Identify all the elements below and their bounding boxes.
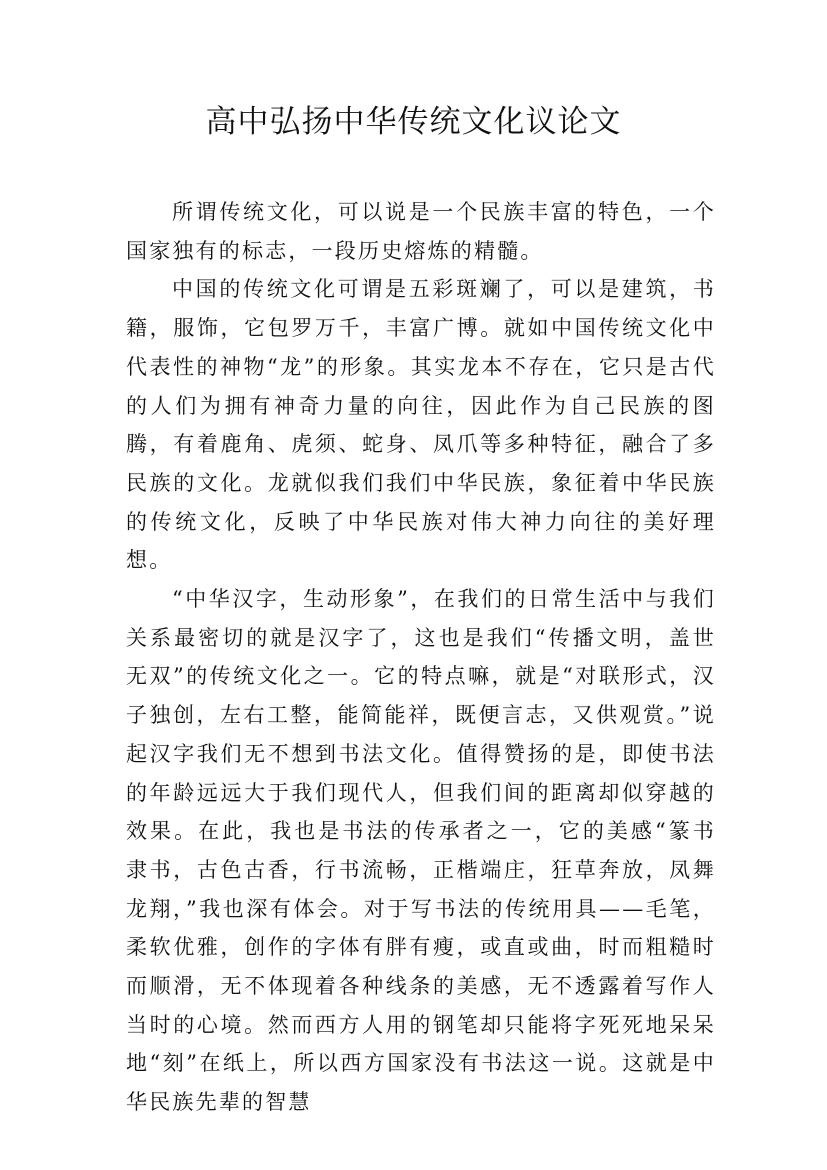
document-title: 高中弘扬中华传统文化议论文: [205, 104, 622, 140]
paragraph: “中华汉字，生动形象”，在我们的日常生活中与我们关系最密切的就是汉字了，这也是我们“传播文明，盖世无双”的传统文化之一。它的特点嘛，就是“对联形式，汉子独创，左右工整，能简能祥，既便言志，又供观赏。”说起汉字我们无不想到书法文化。值得赞扬的是，即使书法的年龄远远大于我们现代人，但我们间的距离却似穿越的效果。在此，我也是书法的传承者之一，它的美感“篆书隶书，古色古香，行书流畅，正楷端庄，狂草奔放，凤舞龙翔，”我也深有体会。对于写书法的传统用具——毛笔，柔软优雅，创作的字体有胖有瘦，或直或曲，时而粗糙时而顺滑，无不体现着各种线条的美感，无不透露着写作人当时的心境。然而西方人用的钢笔却只能将字死死地呆呆地“刻”在纸上，所以西方国家没有书法这一说。这就是中华民族先辈的智慧: [126, 587, 716, 1115]
paragraph: 所谓传统文化，可以说是一个民族丰富的特色，一个国家独有的标志，一段历史熔炼的精髓。: [126, 200, 716, 263]
paragraph: 中国的传统文化可谓是五彩斑斓了，可以是建筑，书籍，服饰，它包罗万千，丰富广博。就如中国传统文化中代表性的神物“龙”的形象。其实龙本不存在，它只是古代的人们为拥有神奇力量的向往，因此作为自己民族的图腾，有着鹿角、虎须、蛇身、凤爪等多种特征，融合了多民族的文化。龙就似我们我们中华民族，象征着中华民族的传统文化，反映了中华民族对伟大神力向往的美好理想。: [126, 277, 716, 573]
document-body: [126, 193, 716, 1122]
